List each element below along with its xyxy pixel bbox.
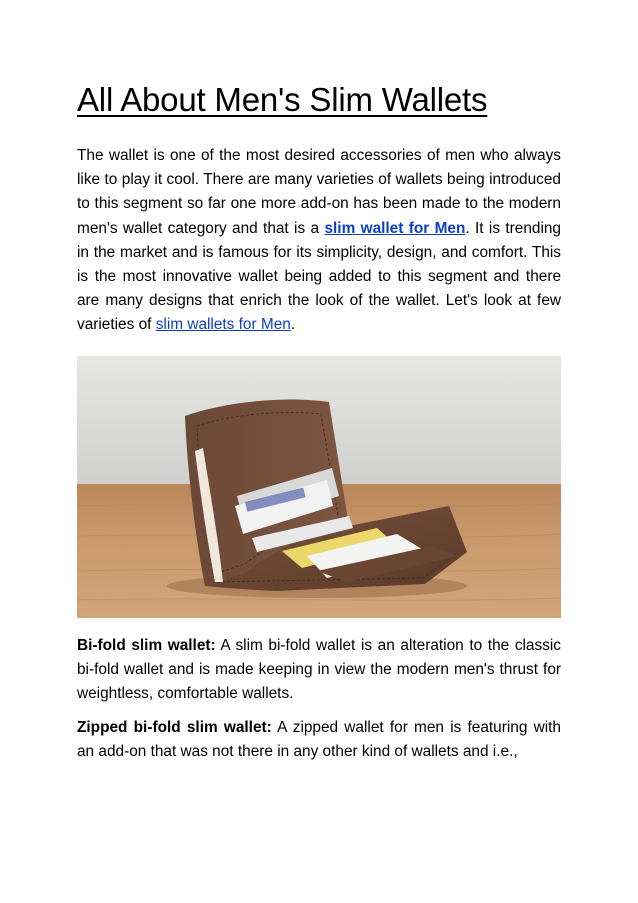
slim-wallets-link[interactable]: slim wallets for Men (155, 316, 291, 334)
wallet-photo (77, 356, 561, 618)
document-page (77, 80, 561, 765)
intro-text-end: . (290, 316, 296, 334)
section-bifold (77, 634, 561, 707)
intro-text-2: . It is trending in the market and is famous for its simplicity, design, and comfort. This is the most innovative wallet being added to this segment and there are many designs that enrich the look of the wallet. Let's look at few varieties of (77, 219, 561, 334)
section-bifold-heading: Bi-fold slim wallet: (77, 636, 216, 654)
wallet-illustration (77, 356, 561, 618)
slim-wallet-link[interactable]: slim wallet for Men (324, 219, 466, 237)
section-zipped-heading: Zipped bi-fold slim wallet: (77, 719, 272, 737)
page-title: All About Men's Slim Wallets (77, 81, 488, 118)
section-zipped-body: A zipped wallet for men is featuring with an add-on that was not there in any other kind of wallets and i.e., (77, 719, 561, 761)
section-zipped (77, 716, 561, 764)
intro-text-1: The wallet is one of the most desired accessories of men who always like to play it cool. There are many varieties of wallets being introduced to this segment so far one more add-on has been made to the modern men's wallet category and that is a (77, 147, 561, 237)
section-bifold-body: A slim bi-fold wallet is an alteration to the classic bi-fold wallet and is made keeping in view the modern men's thrust for weightless, comfortable wallets. (77, 636, 561, 703)
intro-paragraph (77, 144, 561, 338)
